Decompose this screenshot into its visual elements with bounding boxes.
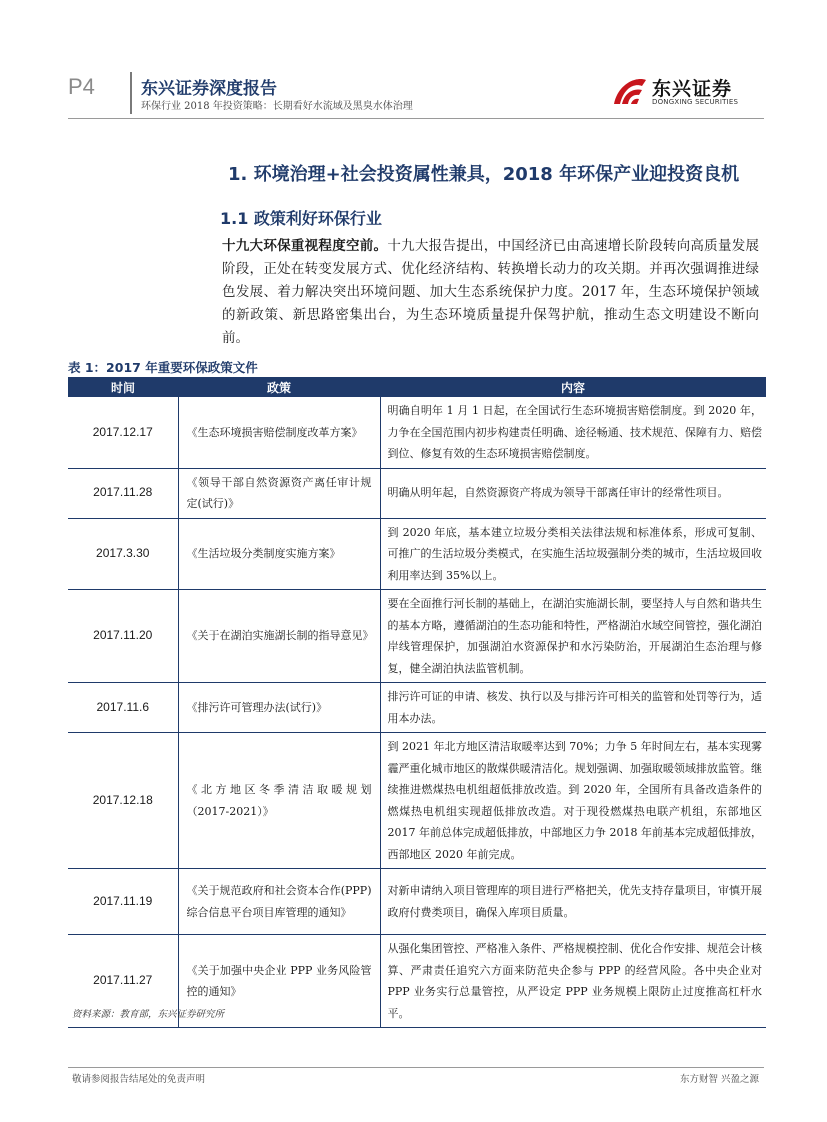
cell-content: 明确自明年 1 月 1 日起，在全国试行生态环境损害赔偿制度。到 2020 年，力争在全国范围内初步构建责任明确、途径畅通、技术规范、保障有力、赔偿到位、修复有效的生态环境损害赔偿制度。 xyxy=(380,397,766,468)
header-rule xyxy=(68,118,764,119)
cell-time: 2017.11.28 xyxy=(68,468,178,518)
cell-policy: 《关于在湖泊实施湖长制的指导意见》 xyxy=(178,590,380,683)
cell-policy: 《北方地区冬季清洁取暖规划（2017-2021）》 xyxy=(178,733,380,869)
logo-text: 东兴证券 xyxy=(652,78,733,100)
column-header-content: 内容 xyxy=(380,377,766,397)
footer-disclaimer: 敬请参阅报告结尾处的免责声明 xyxy=(72,1074,206,1085)
cell-time: 2017.11.6 xyxy=(68,683,178,733)
company-logo xyxy=(612,72,762,112)
logo-mark-icon xyxy=(612,74,648,106)
column-header-policy: 政策 xyxy=(178,377,380,397)
cell-policy: 《领导干部自然资源资产离任审计规定(试行)》 xyxy=(178,468,380,518)
cell-time: 2017.11.27 xyxy=(68,935,178,1028)
cell-content: 排污许可证的申请、核发、执行以及与排污许可相关的监管和处罚等行为，适用本办法。 xyxy=(380,683,766,733)
cell-time: 2017.3.30 xyxy=(68,518,178,590)
header-divider xyxy=(130,72,132,114)
cell-time: 2017.11.20 xyxy=(68,590,178,683)
section-heading: 1. 环境治理+社会投资属性兼具，2018 年环保产业迎投资良机 xyxy=(228,164,740,185)
cell-time: 2017.12.18 xyxy=(68,733,178,869)
paragraph-body: 十九大报告提出，中国经济已由高速增长阶段转向高质量发展阶段，正处在转变发展方式、优化经济结构、转换增长动力的攻关期。并再次强调推进绿色发展、着力解决突出环境问题、加大生态系统保护力度。2017 年，生态环境保护领域的新政策、新思路密集出台，为生态环境质量提升保驾护航，推动生态文明建设不断向前。 xyxy=(222,238,760,346)
subsection-heading: 1.1 政策利好环保行业 xyxy=(220,209,382,228)
cell-content: 从强化集团管控、严格准入条件、严格规模控制、优化合作安排、规范会计核算、严肃责任追究六方面来防范央企参与 PPP 的经营风险。各中央企业对 PPP 业务实行总量管控，从严设定 PPP 业务规模上限防止过度推高杠杆水平。 xyxy=(380,935,766,1028)
cell-time: 2017.11.19 xyxy=(68,869,178,935)
footer-slogan: 东方财智 兴盈之源 xyxy=(679,1074,759,1085)
cell-policy: 《排污许可管理办法(试行)》 xyxy=(178,683,380,733)
policy-table xyxy=(68,377,766,1028)
report-subtitle: 环保行业 2018 年投资策略：长期看好水流域及黑臭水体治理 xyxy=(141,101,413,112)
table-row xyxy=(68,518,766,590)
table-row xyxy=(68,683,766,733)
footer-rule xyxy=(68,1067,764,1068)
cell-policy: 《生活垃圾分类制度实施方案》 xyxy=(178,518,380,590)
logo-english-text: DONGXING SECURITIES xyxy=(652,98,739,106)
table-row xyxy=(68,590,766,683)
body-paragraph xyxy=(222,235,759,350)
cell-policy: 《关于加强中央企业 PPP 业务风险管控的通知》 xyxy=(178,935,380,1028)
table-row xyxy=(68,733,766,869)
table-header-row xyxy=(68,377,766,397)
page-number: P4 xyxy=(68,74,95,99)
page-header xyxy=(0,0,827,120)
cell-policy: 《生态环境损害赔偿制度改革方案》 xyxy=(178,397,380,468)
table-caption: 表 1：2017 年重要环保政策文件 xyxy=(68,360,258,375)
cell-time: 2017.12.17 xyxy=(68,397,178,468)
cell-content: 明确从明年起，自然资源资产将成为领导干部离任审计的经常性项目。 xyxy=(380,468,766,518)
cell-content: 到 2020 年底，基本建立垃圾分类相关法律法规和标准体系，形成可复制、可推广的生活垃圾分类模式，在实施生活垃圾强制分类的城市，生活垃圾回收利用率达到 35%以上。 xyxy=(380,518,766,590)
report-title: 东兴证券深度报告 xyxy=(141,79,277,99)
table-row xyxy=(68,468,766,518)
cell-content: 到 2021 年北方地区清洁取暖率达到 70%；力争 5 年时间左右，基本实现雾霾严重化城市地区的散煤供暖清洁化。规划强调、加强取暖领域排放监管。继续推进燃煤热电机组超低排放改造。到 2020 年，全国所有具备改造条件的燃煤热电机组实现超低排放改造。对于现役燃煤热电联产机组，东部地区 2017 年前总体完成超低排放，中部地区力争 2018 年前基本完成超低排放，西部地区 2020 年前完成。 xyxy=(380,733,766,869)
cell-policy: 《关于规范政府和社会资本合作(PPP)综合信息平台项目库管理的通知》 xyxy=(178,869,380,935)
table-row xyxy=(68,869,766,935)
paragraph-lead: 十九大环保重视程度空前。 xyxy=(222,238,388,254)
column-header-time: 时间 xyxy=(68,377,178,397)
table-row xyxy=(68,397,766,468)
table-source-note: 资料来源：教育部，东兴证券研究所 xyxy=(72,1009,225,1020)
cell-content: 对新申请纳入项目管理库的项目进行严格把关，优先支持存量项目，审慎开展政府付费类项目，确保入库项目质量。 xyxy=(380,869,766,935)
cell-content: 要在全面推行河长制的基础上，在湖泊实施湖长制，要坚持人与自然和谐共生的基本方略，遵循湖泊的生态功能和特性，严格湖泊水域空间管控，强化湖泊岸线管理保护，加强湖泊水资源保护和水污染防治，开展湖泊生态治理与修复，健全湖泊执法监管机制。 xyxy=(380,590,766,683)
